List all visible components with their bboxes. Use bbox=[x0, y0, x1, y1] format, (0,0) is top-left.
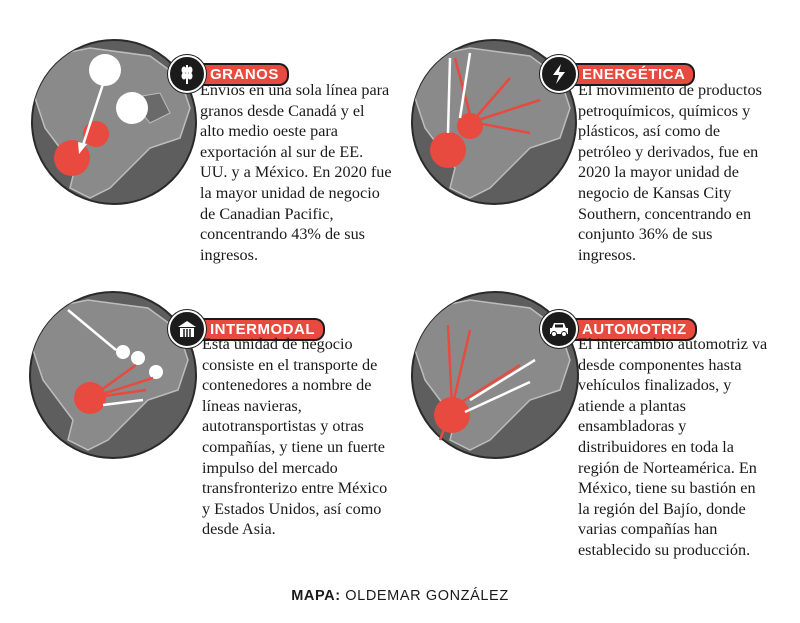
badge-label: INTERMODAL bbox=[198, 318, 325, 341]
hub-circle bbox=[430, 132, 466, 168]
panel-description: El movimiento de productos petroquímicos, químicos y plásticos, así como de petróleo y derivados, fue en 2020 la mayor unidad de negocio de Kansas City Southern, concentrando en conjunto 36% de sus ingresos. bbox=[578, 81, 762, 264]
map-credit bbox=[0, 588, 800, 604]
node-circle bbox=[149, 365, 163, 379]
warehouse-icon bbox=[168, 310, 206, 348]
panel-description: Esta unidad de negocio consiste en el transporte de contenedores a nombre de líneas navieras, autotransportistas y otras compañías, y tiene un fuerte impulso del mercado transfronterizo entre México y Estados Unidos, así como desde Asia. bbox=[202, 335, 388, 539]
node-circle bbox=[116, 345, 130, 359]
badge-label: AUTOMOTRIZ bbox=[570, 318, 697, 341]
panel-description: Envíos en una sola línea para granos desde Canadá y el alto medio oeste para exportación al sur de EE. UU. y a México. En 2020 fue la mayor unidad de negocio de Canadian Pacific, concentrando 43% de sus ingresos. bbox=[200, 81, 392, 264]
badge-label: GRANOS bbox=[198, 63, 289, 86]
car-icon bbox=[540, 310, 578, 348]
panel-description: El intercambio automotriz va desde componentes hasta vehículos finalizados, y atiende a plantas ensambladoras y distribuidores en toda la región de Norteamérica. En México, tiene su bastión en la región del Bajío, donde varias compañías han establecido su producción. bbox=[578, 335, 768, 559]
node-circle bbox=[131, 351, 145, 365]
credit-label: MAPA: bbox=[291, 588, 341, 604]
credit-name: OLDEMAR GONZÁLEZ bbox=[345, 588, 509, 604]
lightning-icon bbox=[540, 55, 578, 93]
origin-circle bbox=[116, 92, 148, 124]
badge-label: ENERGÉTICA bbox=[570, 63, 695, 86]
wheat-icon bbox=[168, 55, 206, 93]
